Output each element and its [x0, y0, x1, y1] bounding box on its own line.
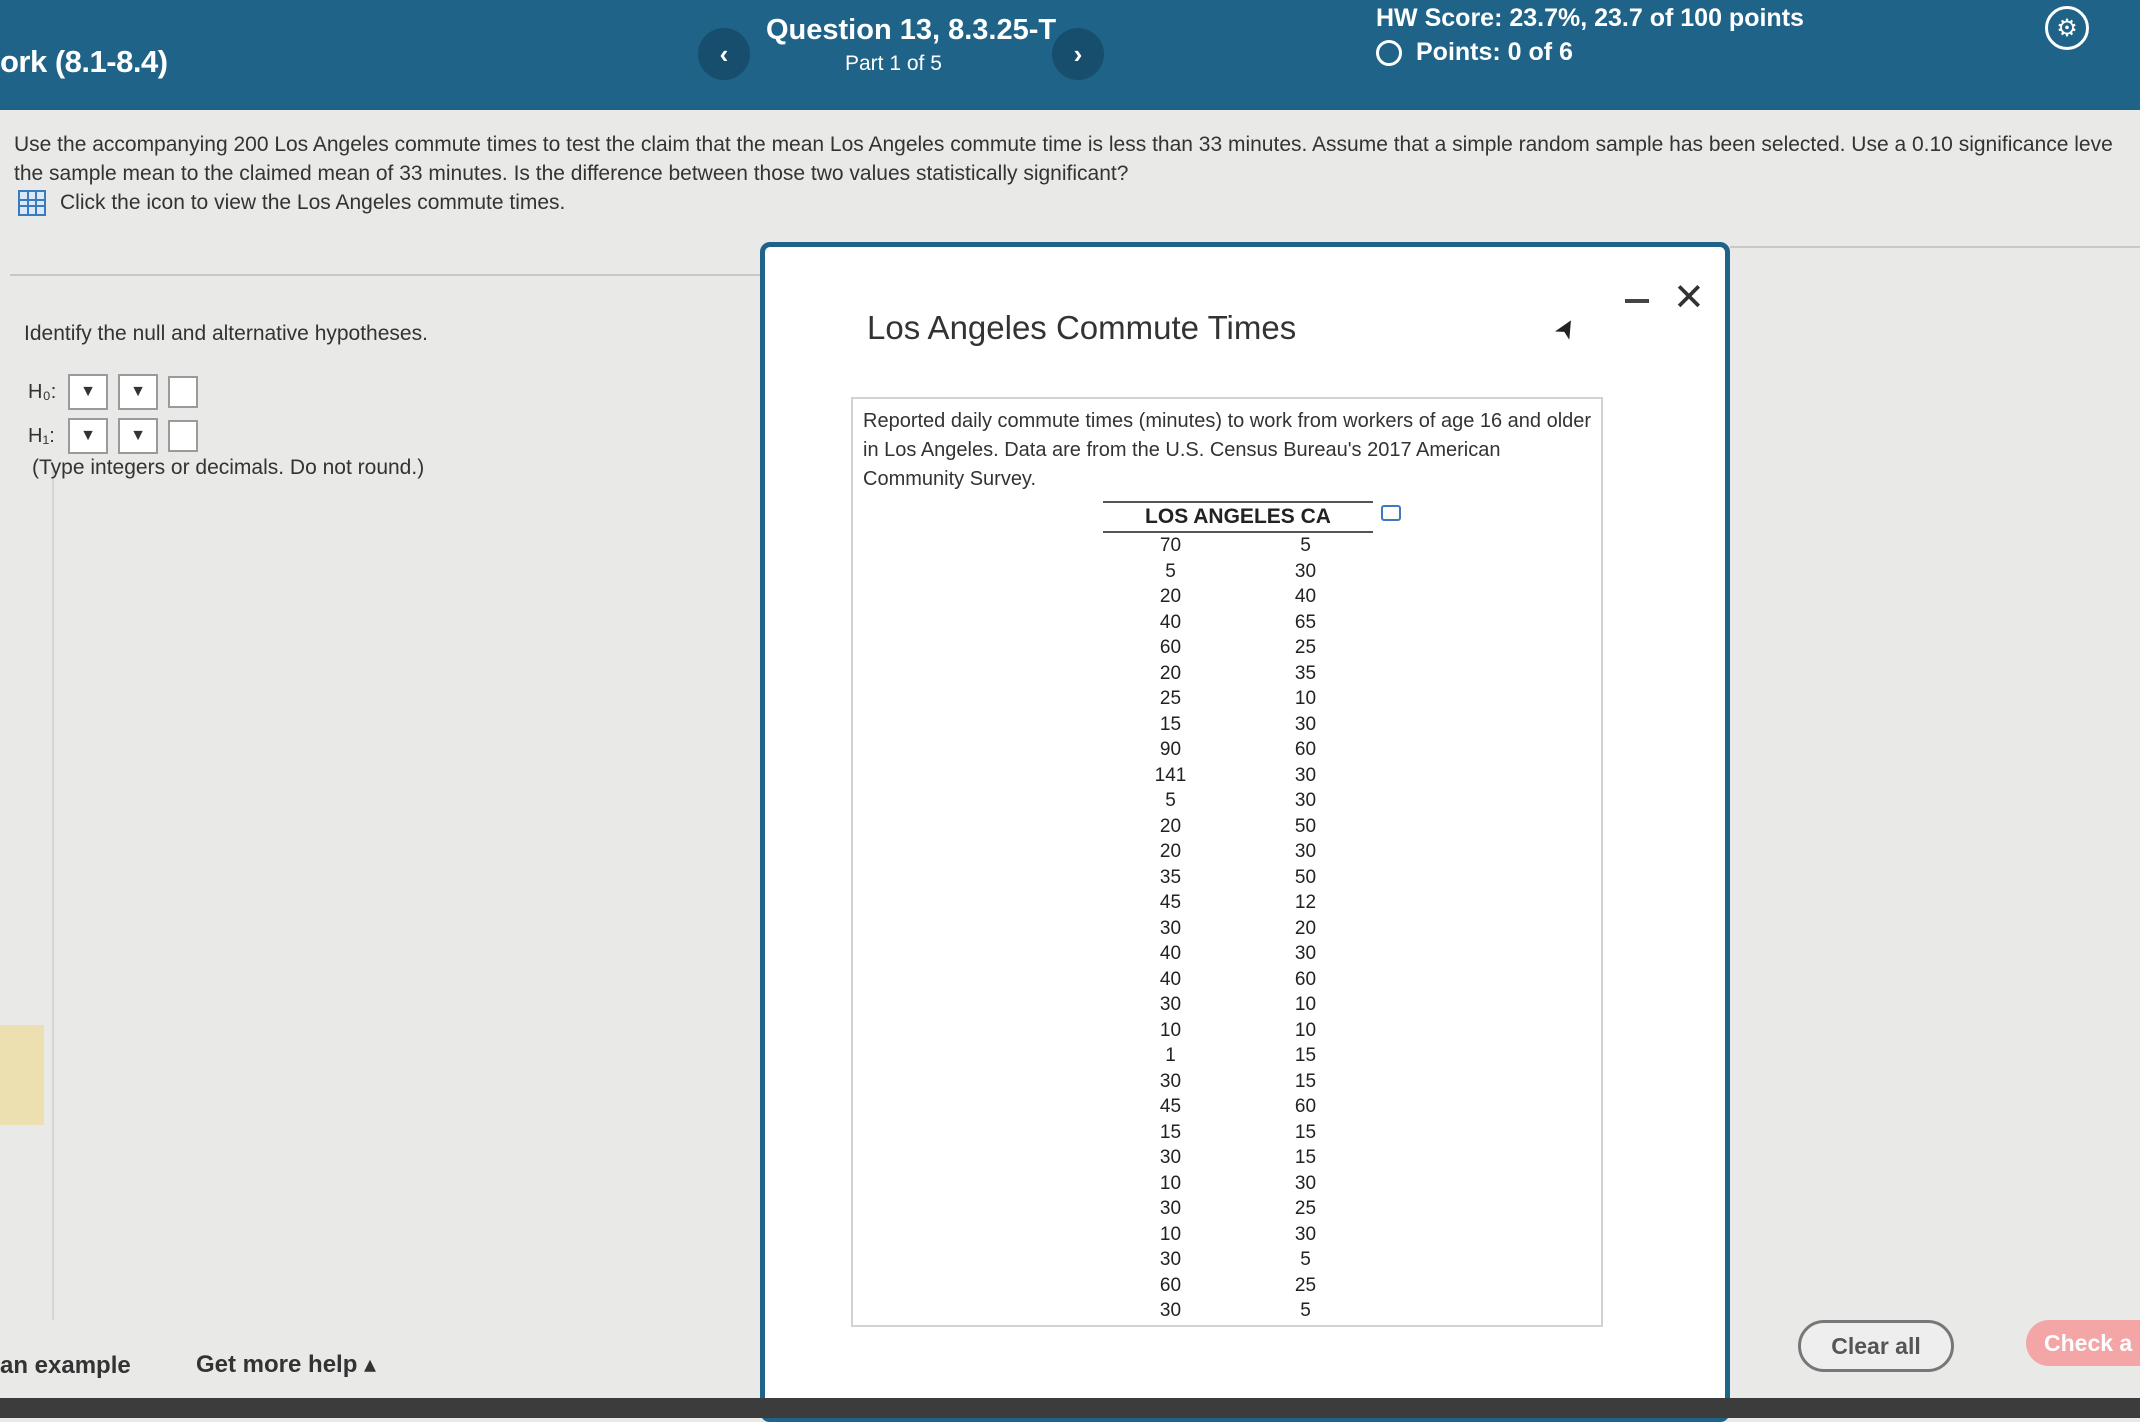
table-cell: 25 — [1294, 637, 1317, 658]
table-cell: 30 — [1294, 841, 1317, 862]
table-cell: 20 — [1159, 815, 1182, 837]
table-cell: 30 — [1294, 790, 1317, 811]
side-highlight — [0, 1025, 44, 1125]
table-cell: 5 — [1300, 535, 1311, 556]
close-icon[interactable]: ✕ — [1673, 277, 1705, 319]
table-cell: 25 — [1294, 1274, 1317, 1296]
table-cell: 15 — [1159, 713, 1182, 735]
table-cell: 30 — [1294, 1172, 1317, 1194]
table-cell: 15 — [1294, 1147, 1317, 1168]
table-cell: 30 — [1159, 1070, 1182, 1092]
table-cell: 12 — [1294, 892, 1317, 913]
table-cell: 35 — [1294, 662, 1317, 684]
table-cell: 141 — [1154, 764, 1187, 786]
table-cell: 50 — [1294, 866, 1317, 888]
table-cell: 35 — [1159, 866, 1182, 888]
table-cell: 60 — [1159, 1274, 1182, 1296]
table-cell: 30 — [1294, 943, 1317, 964]
h0-label: H₀: — [28, 380, 57, 403]
points-status — [1376, 38, 1573, 67]
data-panel — [851, 397, 1603, 1327]
points-text: Points: 0 of 6 — [1416, 38, 1573, 66]
hw-score: HW Score: 23.7%, 23.7 of 100 points — [1376, 4, 1804, 32]
table-cell: 5 — [1300, 1300, 1311, 1321]
table-cell: 10 — [1159, 1019, 1182, 1041]
table-cell: 30 — [1294, 764, 1317, 786]
h1-value-input[interactable] — [168, 420, 198, 452]
table-cell: 20 — [1159, 586, 1182, 607]
next-question-button[interactable]: › — [1052, 28, 1104, 80]
view-example-link[interactable]: an example — [0, 1352, 131, 1379]
question-title: Question 13, 8.3.25-T — [766, 14, 1057, 46]
left-border — [52, 470, 54, 1320]
question-line-2: the sample mean to the claimed mean of 33 minutes. Is the difference between those two values statistically significant? — [14, 162, 1129, 185]
minimize-button[interactable] — [1625, 299, 1649, 303]
table-cell: 10 — [1294, 688, 1317, 709]
question-line-1: Use the accompanying 200 Los Angeles commute times to test the claim that the mean Los Angeles commute time is less than 33 minutes. Assume that a simple random sample has been selected. Use a 0.10 significance leve — [14, 133, 2113, 156]
table-cell: 30 — [1159, 1249, 1182, 1270]
table-cell: 10 — [1294, 994, 1317, 1015]
top-bar — [0, 0, 2140, 110]
mouse-cursor-icon: ➤ — [1547, 311, 1584, 346]
table-cell: 5 — [1300, 1249, 1311, 1270]
table-cell: 30 — [1159, 1147, 1182, 1168]
table-cell: 15 — [1159, 1121, 1182, 1143]
table-cell: 30 — [1159, 994, 1182, 1015]
gear-icon[interactable]: ⚙ — [2045, 6, 2089, 50]
table-cell: 30 — [1159, 1198, 1182, 1219]
table-cell: 40 — [1159, 968, 1182, 990]
table-cell: 1 — [1165, 1045, 1176, 1066]
copy-data-icon[interactable] — [1381, 505, 1401, 521]
progress-circle-icon — [1376, 40, 1402, 66]
table-cell: 40 — [1159, 611, 1182, 633]
table-column-1 — [1103, 533, 1238, 1324]
table-cell: 15 — [1294, 1070, 1317, 1092]
data-description: Reported daily commute times (minutes) to work from workers of age 16 and older in Los Angeles. Data are from the U.S. Census Bureau's 2017 American Community Survey. — [863, 410, 1592, 490]
clear-all-button[interactable]: Clear all — [1798, 1320, 1954, 1372]
table-header: LOS ANGELES CA — [1103, 501, 1373, 533]
table-cell: 25 — [1294, 1198, 1317, 1219]
table-cell: 25 — [1159, 688, 1182, 709]
table-cell: 45 — [1159, 1096, 1182, 1117]
h1-operator-dropdown[interactable]: ▼ — [118, 418, 158, 454]
identify-hypotheses-label: Identify the null and alternative hypotheses. — [24, 322, 428, 345]
data-table-icon[interactable] — [18, 190, 46, 216]
table-cell: 10 — [1294, 1019, 1317, 1041]
alternative-hypothesis-row — [28, 418, 198, 454]
table-cell: 40 — [1294, 586, 1317, 607]
table-cell: 10 — [1159, 1172, 1182, 1194]
h1-parameter-dropdown[interactable]: ▼ — [68, 418, 108, 454]
table-cell: 5 — [1165, 560, 1176, 582]
table-cell: 30 — [1159, 1300, 1182, 1321]
table-cell: 15 — [1294, 1045, 1317, 1066]
h0-value-input[interactable] — [168, 376, 198, 408]
divider — [1730, 246, 2140, 248]
h1-label: H₁: — [28, 424, 55, 447]
table-cell: 60 — [1159, 637, 1182, 658]
commute-table — [1103, 501, 1373, 1324]
question-part: Part 1 of 5 — [845, 52, 942, 75]
table-cell: 20 — [1159, 662, 1182, 684]
question-text — [14, 130, 2134, 188]
modal-title: Los Angeles Commute Times — [867, 309, 1297, 346]
table-cell: 30 — [1294, 560, 1317, 582]
table-cell: 30 — [1294, 713, 1317, 735]
table-cell: 60 — [1294, 968, 1317, 990]
data-modal — [760, 242, 1730, 1422]
table-cell: 30 — [1159, 917, 1182, 939]
table-cell: 60 — [1294, 1096, 1317, 1117]
table-cell: 30 — [1294, 1223, 1317, 1245]
table-cell: 5 — [1165, 790, 1176, 811]
table-cell: 65 — [1294, 611, 1317, 633]
table-cell: 70 — [1159, 535, 1182, 556]
view-data-link-text[interactable]: Click the icon to view the Los Angeles commute times. — [60, 191, 566, 214]
table-cell: 40 — [1159, 943, 1182, 964]
table-cell: 45 — [1159, 892, 1182, 913]
bottom-strip — [0, 1398, 2140, 1418]
view-data-link[interactable] — [18, 190, 565, 216]
h0-parameter-dropdown[interactable]: ▼ — [68, 374, 108, 410]
get-more-help-link[interactable]: Get more help ▴ — [196, 1351, 377, 1378]
table-cell: 15 — [1294, 1121, 1317, 1143]
table-cell: 60 — [1294, 739, 1317, 760]
null-hypothesis-row — [28, 374, 198, 410]
h0-operator-dropdown[interactable]: ▼ — [118, 374, 158, 410]
previous-question-button[interactable]: ‹ — [698, 28, 750, 80]
table-cell: 20 — [1159, 841, 1182, 862]
course-title: ork (8.1-8.4) — [0, 44, 168, 79]
table-column-2 — [1238, 533, 1373, 1324]
table-cell: 50 — [1294, 815, 1317, 837]
table-cell: 10 — [1159, 1223, 1182, 1245]
check-answer-button[interactable]: Check a — [2026, 1320, 2140, 1366]
table-cell: 20 — [1294, 917, 1317, 939]
type-instructions: (Type integers or decimals. Do not round.) — [32, 456, 425, 479]
table-cell: 90 — [1159, 739, 1182, 760]
divider — [10, 274, 770, 276]
